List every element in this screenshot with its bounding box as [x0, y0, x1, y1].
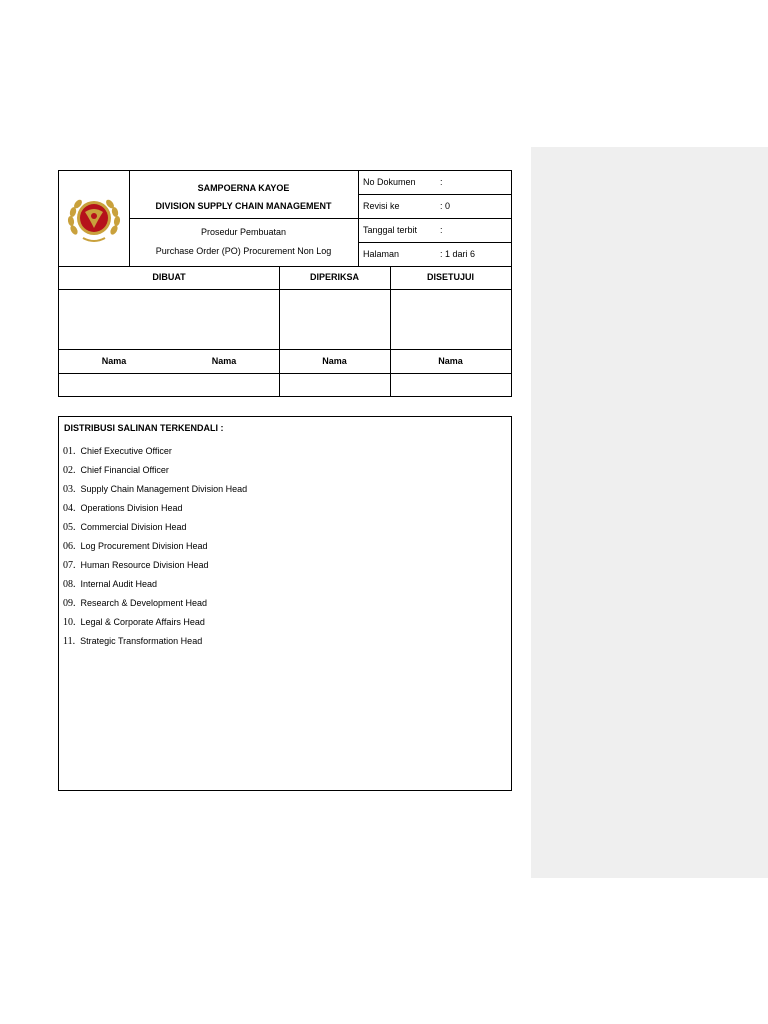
list-item	[63, 560, 247, 579]
company-name: SAMPOERNA KAYOE	[197, 183, 290, 193]
procedure-title: Prosedur Pembuatan	[200, 227, 287, 237]
page-value: : 1 dari 6	[440, 249, 476, 259]
procedure-subtitle: Purchase Order (PO) Procurement Non Log	[155, 246, 332, 256]
item-number: 02.	[63, 465, 76, 476]
list-item	[63, 484, 247, 503]
item-number: 07.	[63, 560, 76, 571]
checked-by-header: DIPERIKSA	[309, 272, 359, 282]
grid-line	[59, 349, 511, 350]
list-item	[63, 522, 247, 541]
page-label: Halaman	[363, 249, 400, 259]
item-text: Internal Audit Head	[80, 579, 158, 589]
item-number: 01.	[63, 446, 76, 457]
item-text: Operations Division Head	[80, 503, 183, 513]
item-text: Human Resource Division Head	[80, 560, 209, 570]
name-label: Nama	[322, 356, 347, 366]
grid-line	[59, 373, 511, 374]
list-item	[63, 503, 247, 522]
item-number: 10.	[63, 617, 76, 628]
created-by-header: DIBUAT	[152, 272, 186, 282]
item-number: 03.	[63, 484, 76, 495]
item-text: Chief Financial Officer	[80, 465, 169, 475]
item-number: 05.	[63, 522, 76, 533]
grid-line	[129, 218, 358, 219]
approved-by-header: DISETUJUI	[426, 272, 474, 282]
division-name: DIVISION SUPPLY CHAIN MANAGEMENT	[155, 201, 332, 211]
item-text: Commercial Division Head	[80, 522, 187, 532]
grid-line	[358, 194, 511, 195]
item-text: Log Procurement Division Head	[80, 541, 208, 551]
list-item	[63, 636, 247, 655]
grid-line	[59, 289, 511, 290]
document-header-table	[58, 170, 512, 397]
doc-number-value: :	[440, 177, 443, 187]
item-number: 06.	[63, 541, 76, 552]
name-label: Nama	[211, 356, 237, 366]
comments-sidebar	[531, 147, 768, 878]
revision-label: Revisi ke	[363, 201, 400, 211]
distribution-box	[58, 416, 512, 791]
item-number: 04.	[63, 503, 76, 514]
issue-date-value: :	[440, 225, 443, 235]
grid-line	[279, 266, 280, 396]
grid-line	[358, 242, 511, 243]
name-label: Nama	[101, 356, 127, 366]
distribution-list	[63, 446, 247, 655]
grid-line	[390, 266, 391, 396]
item-text: Legal & Corporate Affairs Head	[80, 617, 205, 627]
item-number: 08.	[63, 579, 76, 590]
grid-line	[358, 218, 511, 219]
list-item	[63, 579, 247, 598]
item-text: Supply Chain Management Division Head	[80, 484, 248, 494]
list-item	[63, 465, 247, 484]
list-item	[63, 617, 247, 636]
name-label: Nama	[438, 356, 463, 366]
distribution-title: DISTRIBUSI SALINAN TERKENDALI :	[64, 423, 224, 433]
item-number: 09.	[63, 598, 76, 609]
item-text: Research & Development Head	[80, 598, 208, 608]
issue-date-label: Tanggal terbit	[363, 225, 418, 235]
item-text: Strategic Transformation Head	[80, 636, 203, 646]
doc-number-label: No Dokumen	[363, 177, 416, 187]
item-number: 11.	[63, 636, 76, 647]
list-item	[63, 446, 247, 465]
list-item	[63, 598, 247, 617]
item-text: Chief Executive Officer	[80, 446, 172, 456]
revision-value: : 0	[440, 201, 451, 211]
grid-line	[59, 266, 511, 267]
company-crest-icon	[65, 194, 123, 246]
list-item	[63, 541, 247, 560]
